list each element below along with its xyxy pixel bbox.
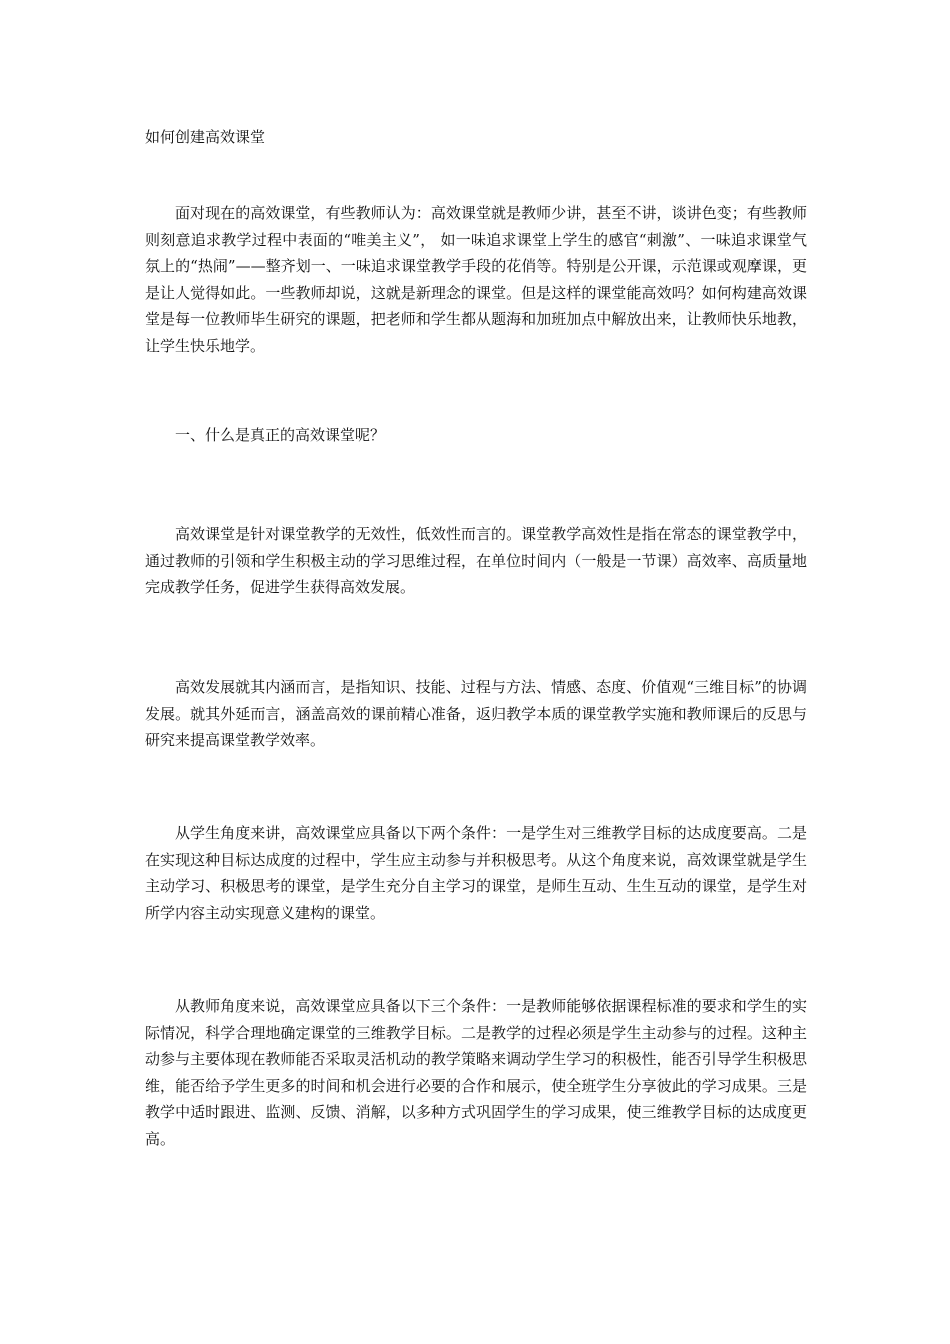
intro-paragraph: 面对现在的高效课堂，有些教师认为：高效课堂就是教师少讲，甚至不讲，谈讲色变；有些教师则刻意追求教学过程中表面的“唯美主义”， 如一味追求课堂上学生的感官“刺激”、一味追求课堂气氛上的“热闹”——整齐划一、一味追求课堂教学手段的花俏等。特别是公开课，示范课或观摩课，更是让人觉得如此。一些教师却说，这就是新理念的课堂。但是这样的课堂能高效吗？如何构建高效课堂是每一位教师毕生研究的课题，把老师和学生都从题海和加班加点中解放出来，让教师快乐地教，让学生快乐地学。: [145, 204, 807, 355]
teacher-perspective-paragraph: 从教师角度来说，高效课堂应具备以下三个条件：一是教师能够依据课程标准的要求和学生的实际情况，科学合理地确定课堂的三维教学目标。二是教学的过程必须是学生主动参与的过程。这种主动参与主要体现在教师能否采取灵活机动的教学策略来调动学生学习的积极性，能否引导学生积极思维，能否给予学生更多的时间和机会进行必要的合作和展示，使全班学生分享彼此的学习成果。三是教学中适时跟进、监测、反馈、消解，以多种方式巩固学生的学习成果，使三维教学目标的达成度更高。: [145, 997, 807, 1148]
section-heading: 一、什么是真正的高效课堂呢？: [175, 426, 386, 444]
student-perspective-paragraph: 从学生角度来讲，高效课堂应具备以下两个条件：一是学生对三维教学目标的达成度要高。二是在实现这种目标达成度的过程中，学生应主动参与并积极思考。从这个角度来说，高效课堂就是学生主动学习、积极思考的课堂，是学生充分自主学习的课堂，是师生互动、生生互动的课堂，是学生对所学内容主动实现意义建构的课堂。: [145, 824, 807, 922]
development-paragraph: 高效发展就其内涵而言，是指知识、技能、过程与方法、情感、态度、价值观“三维目标”的协调发展。就其外延而言，涵盖高效的课前精心准备，返归教学本质的课堂教学实施和教师课后的反思与研究来提高课堂教学效率。: [145, 678, 807, 750]
definition-paragraph: 高效课堂是针对课堂教学的无效性，低效性而言的。课堂教学高效性是指在常态的课堂教学中，通过教师的引领和学生积极主动的学习思维过程，在单位时间内（一般是一节课）高效率、高质量地完成教学任务，促进学生获得高效发展。: [145, 525, 807, 597]
document-title: 如何创建高效课堂: [145, 128, 266, 146]
